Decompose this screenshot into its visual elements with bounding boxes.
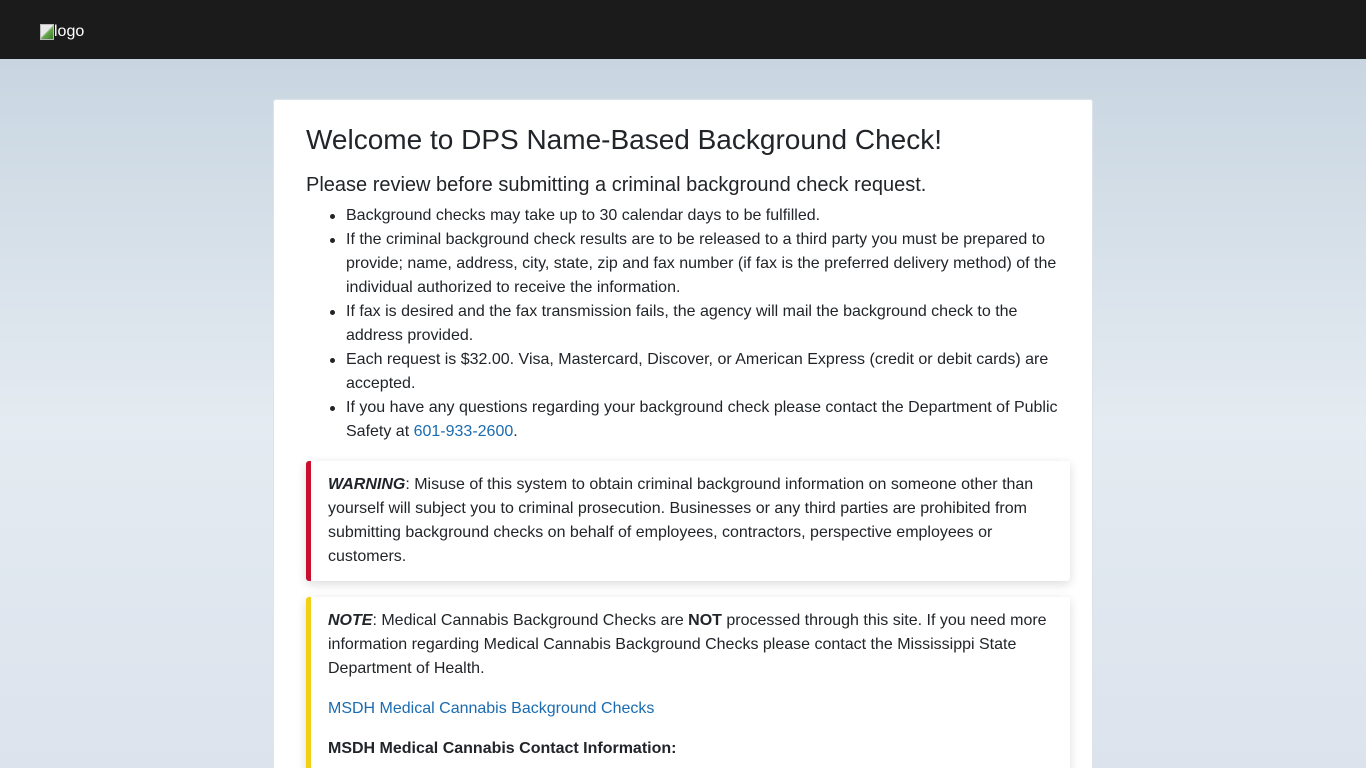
top-navbar — [0, 0, 1366, 59]
note-body-before: : Medical Cannabis Background Checks are — [372, 612, 689, 629]
welcome-card — [273, 99, 1093, 768]
warning-text — [328, 473, 1054, 569]
list-item: Background checks may take up to 30 calendar days to be fulfilled. — [306, 204, 1066, 228]
note-callout — [306, 597, 1070, 768]
warning-body: : Misuse of this system to obtain criminal background information on someone other than yourself will subject you to criminal prosecution. Businesses or any third parties are prohibited from submitting background checks on behalf of employees, contractors, perspective employees or customers. — [328, 476, 1034, 565]
msdh-contact-heading: MSDH Medical Cannabis Contact Information: — [328, 740, 677, 757]
requirements-list — [306, 204, 1066, 444]
note-text — [328, 609, 1054, 681]
logo-alt-text: logo — [54, 23, 85, 40]
page-subtitle: Please review before submitting a criminal background check request. — [306, 174, 927, 196]
msdh-link-row — [328, 697, 1054, 721]
list-item-contact — [306, 396, 1066, 444]
note-emphasis: NOT — [688, 612, 722, 629]
msdh-contact-row — [328, 737, 1054, 761]
warning-callout — [306, 461, 1070, 581]
list-item: Each request is $32.00. Visa, Mastercard, Discover, or American Express (credit or debit cards) are accepted. — [306, 348, 1066, 396]
list-item: If the criminal background check results are to be released to a third party you must be prepared to provide; name, address, city, state, zip and fax number (if fax is the preferred delivery method) of the individual authorized to receive the information. — [306, 228, 1066, 300]
phone-link[interactable]: 601-933-2600 — [413, 423, 514, 440]
broken-image-icon — [40, 24, 54, 40]
msdh-background-checks-link[interactable]: MSDH Medical Cannabis Background Checks — [328, 700, 655, 717]
logo-link[interactable] — [40, 22, 84, 42]
page-title: Welcome to DPS Name-Based Background Check! — [306, 124, 942, 155]
warning-label: WARNING — [328, 476, 406, 493]
note-label: NOTE — [328, 612, 373, 629]
contact-suffix: . — [513, 423, 518, 440]
contact-prefix: If you have any questions regarding your background check please contact the Department of Public Safety at — [346, 399, 1058, 440]
list-item: If fax is desired and the fax transmission fails, the agency will mail the background check to the address provided. — [306, 300, 1066, 348]
note-body-after: processed through this site. If you need more information regarding Medical Cannabis Background Checks please contact the Mississippi State Department of Health. — [328, 612, 1047, 677]
